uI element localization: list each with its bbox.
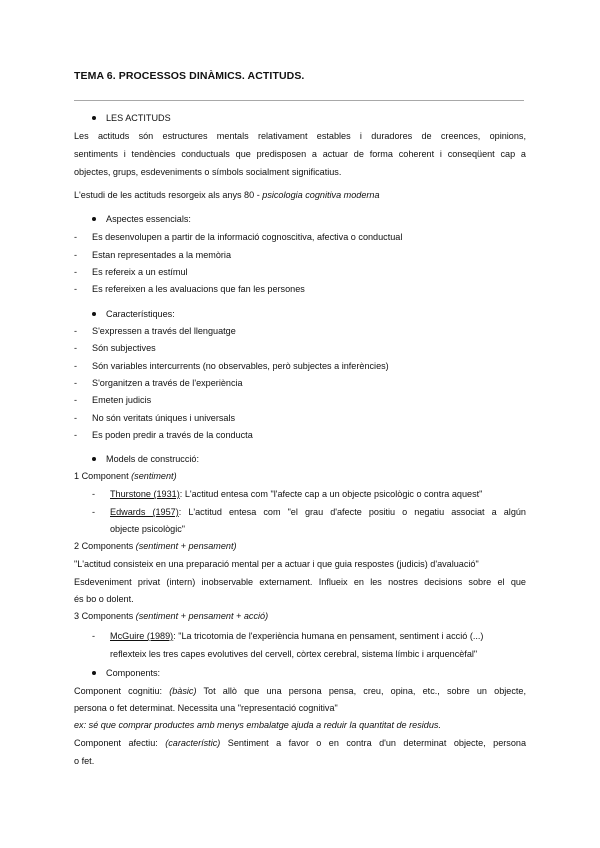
component-3-italic: (sentiment + pensament + acció) [135, 611, 269, 621]
component-3-text: 3 Components [74, 611, 136, 621]
definition-line-2: sentiments i tendències conductuals que predisposen a actuar de forma coherent i conseqüent cap a [74, 149, 526, 159]
study-line [74, 189, 380, 201]
dash-marker: - [74, 378, 78, 388]
edwards-continuation: objecte psicològic" [110, 524, 186, 534]
cognitive-label: Component cognitiu: [74, 686, 170, 696]
caracteristiques-item: Són subjectives [92, 343, 156, 353]
dash-marker: - [74, 267, 78, 277]
caracteristiques-item: No són veritats úniques i universals [92, 413, 236, 423]
dash-marker: - [74, 250, 78, 260]
component-2-text: 2 Components [74, 541, 136, 551]
dash-marker: - [74, 284, 78, 294]
component-2-line-1: "L'actitud consisteix en una preparació mental per a actuar i que guia respostes (judicis) d'avaluació" [74, 559, 479, 569]
bullet-dot-icon [92, 116, 96, 120]
affective-label: Component afectiu: [74, 738, 166, 748]
component-3-label [74, 610, 268, 622]
study-italic: psicologia cognitiva moderna [262, 190, 380, 200]
aspectes-item: Es refereix a un estímul [92, 267, 188, 277]
dash-marker: - [74, 395, 78, 405]
thurstone-citation [110, 488, 482, 500]
aspectes-heading: Aspectes essencials: [106, 214, 191, 224]
bullet-dot-icon [92, 217, 96, 221]
thurstone-author: Thurstone (1931) [110, 489, 180, 499]
aspectes-item: Es refereixen a les avaluacions que fan les persones [92, 284, 305, 294]
dash-marker: - [74, 326, 78, 336]
caracteristiques-item: Es poden predir a través de la conducta [92, 430, 253, 440]
affective-line-2: o fet. [74, 756, 95, 766]
bullet-dot-icon [92, 312, 96, 316]
page-title: TEMA 6. PROCESSOS DINÀMICS. ACTITUDS. [74, 70, 305, 82]
cognitive-example: ex: sé que comprar productes amb menys embalatge ajuda a reduir la quantitat de residus. [74, 720, 441, 730]
dash-marker: - [74, 232, 78, 242]
cognitive-line-2: persona o fet determinat. Necessita una "representació cognitiva" [74, 703, 338, 713]
dash-marker: - [92, 507, 96, 517]
component-2-label [74, 540, 237, 552]
component-1-text: 1 Component [74, 471, 132, 481]
mcguire-author: McGuire (1989) [110, 631, 174, 641]
caracteristiques-item: Són variables intercurrents (no observables, però subjectes a inferències) [92, 361, 389, 371]
bullet-dot-icon [92, 671, 96, 675]
affective-line-1 [74, 737, 526, 749]
edwards-citation [110, 506, 526, 518]
definition-line-3: objectes, grups, esdeveniments o símbols socialment significatius. [74, 167, 342, 177]
study-text: L'estudi de les actituds resorgeix als anys 80 - [74, 190, 263, 200]
cognitive-line-1 [74, 685, 526, 697]
dash-marker: - [74, 343, 78, 353]
models-heading: Models de construcció: [106, 454, 200, 464]
dash-marker: - [74, 430, 78, 440]
edwards-author: Edwards (1957) [110, 507, 179, 517]
caracteristiques-item: Emeten judicis [92, 395, 152, 405]
definition-line-1: Les actituds són estructures mentals relativament estables i duradores de creences, opinions, [74, 131, 526, 141]
caracteristiques-item: S'expressen a través del llenguatge [92, 326, 236, 336]
cognitive-text: Tot allò que una persona pensa, creu, opina, etc., sobre un objecte, [196, 686, 526, 696]
bullet-dot-icon [92, 457, 96, 461]
dash-marker: - [74, 361, 78, 371]
affective-text: Sentiment a favor o en contra d'un determinat objecte, persona [220, 738, 526, 748]
components-heading: Components: [106, 668, 161, 678]
dash-marker: - [92, 631, 96, 641]
caracteristiques-heading: Característiques: [106, 309, 175, 319]
cognitive-italic: (bàsic) [169, 686, 197, 696]
edwards-text: : L'actitud entesa com "el grau d'afecte positiu o negatiu associat a algún [178, 507, 526, 517]
component-2-line-2: Esdeveniment privat (intern) inobservable externament. Influeix en les nostres decisions sobre el que [74, 577, 526, 587]
aspectes-item: Estan representades a la memòria [92, 250, 232, 260]
affective-italic: (característic) [165, 738, 221, 748]
component-2-italic: (sentiment + pensament) [135, 541, 237, 551]
dash-marker: - [74, 413, 78, 423]
mcguire-text: : "La tricotomia de l'experiència humana en pensament, sentiment i acció (...) [173, 631, 484, 641]
component-1-italic: (sentiment) [131, 471, 177, 481]
mcguire-continuation: reflexteix les tres capes evolutives del cervell, còrtex cerebral, sistema límbic i arquencèfal" [110, 649, 478, 659]
caracteristiques-item: S'organitzen a través de l'experiència [92, 378, 243, 388]
horizontal-rule [74, 100, 524, 101]
component-2-line-3: és bo o dolent. [74, 594, 134, 604]
component-1-label [74, 470, 177, 482]
dash-marker: - [92, 489, 96, 499]
aspectes-item: Es desenvolupen a partir de la informació cognoscitiva, afectiva o conductual [92, 232, 403, 242]
thurstone-text: : L'actitud entesa com "l'afecte cap a un objecte psicològic o contra aquest" [179, 489, 483, 499]
section-heading-actituds: LES ACTITUDS [106, 113, 171, 123]
mcguire-citation [110, 630, 483, 642]
